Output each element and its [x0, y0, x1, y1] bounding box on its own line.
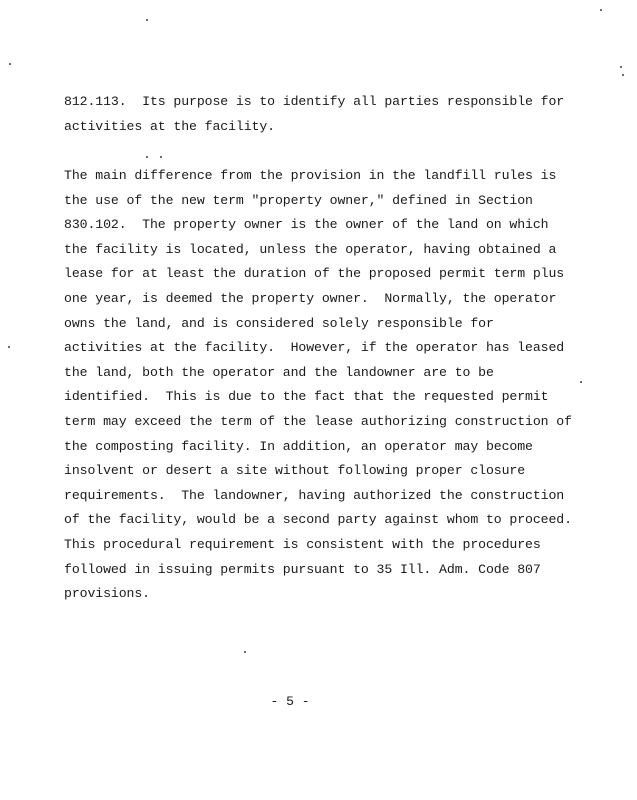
scan-speck: [9, 63, 11, 65]
text-line: the composting facility. In addition, an operator may become: [64, 438, 533, 454]
paragraph-2: [64, 164, 572, 607]
text-line: insolvent or desert a site without following proper closure: [64, 463, 526, 479]
text-line: activities at the facility.: [64, 118, 275, 134]
text-line: requirements. The landowner, having authorized the construction: [64, 487, 565, 503]
text-line: activities at the facility. However, if the operator has leased: [64, 340, 565, 356]
scan-speck: [600, 9, 602, 11]
text-line: the facility is located, unless the operator, having obtained a: [64, 241, 557, 257]
scan-speck: [244, 651, 246, 653]
paragraph-1: [64, 90, 565, 139]
text-line: term may exceed the term of the lease authorizing construction of: [64, 413, 572, 429]
scan-speck: [620, 66, 622, 68]
text-line: the use of the new term "property owner," defined in Section: [64, 192, 533, 208]
text-line: the land, both the operator and the landowner are to be: [64, 364, 494, 380]
scan-speck: [146, 19, 148, 21]
scan-speck: [146, 156, 148, 158]
text-line: provisions.: [64, 586, 150, 602]
text-line: This procedural requirement is consistent with the procedures: [64, 536, 541, 552]
text-line: lease for at least the duration of the proposed permit term plus: [64, 266, 565, 282]
text-line: 812.113. Its purpose is to identify all parties responsible for: [64, 94, 565, 109]
text-line: 830.102. The property owner is the owner of the land on which: [64, 217, 549, 233]
text-line: followed in issuing permits pursuant to 35 Ill. Adm. Code 807: [64, 561, 541, 577]
text-line: one year, is deemed the property owner. Normally, the operator: [64, 290, 557, 306]
scan-speck: [622, 74, 624, 76]
text-line: The main difference from the provision in the landfill rules is: [64, 168, 557, 183]
scan-speck: [160, 156, 162, 158]
text-line: identified. This is due to the fact that the requested permit: [64, 389, 549, 405]
scan-speck: [8, 346, 10, 348]
text-line: owns the land, and is considered solely responsible for: [64, 315, 494, 331]
scan-speck: [580, 381, 582, 383]
page-number: - 5 -: [270, 694, 310, 709]
text-line: of the facility, would be a second party against whom to proceed.: [64, 512, 572, 528]
